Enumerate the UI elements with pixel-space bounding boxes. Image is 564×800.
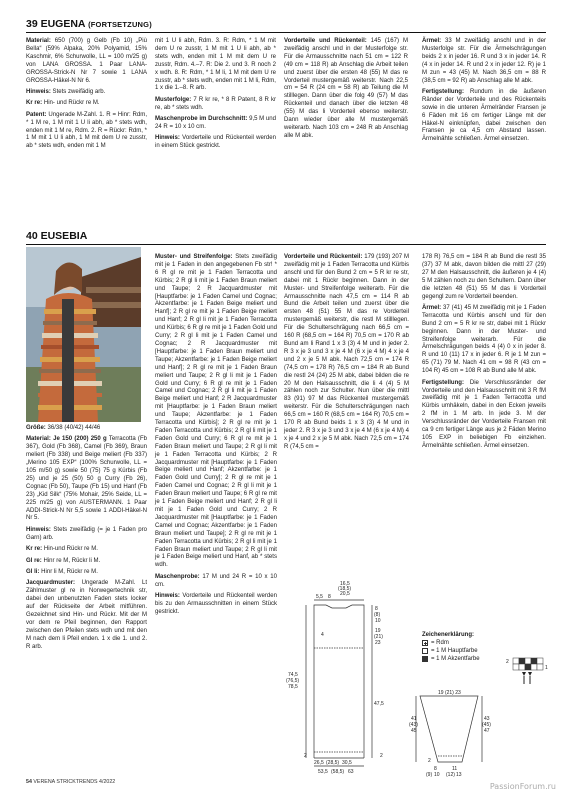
paragraph-heading: Maschenprobe: — [155, 573, 200, 580]
paragraph-heading: Kr re: — [26, 546, 43, 553]
body-bottom-label-2: (28,5) — [326, 760, 340, 766]
body-bottom-label-1: 26,5 — [314, 760, 324, 766]
body-right-label-4: 19 — [375, 628, 381, 634]
paragraph-text: mit 1 U li abh, Rdm. 3. R: Rdm, * 1 M mit dem U re zusstr, 1 M mit 1 U li abh, ab * stets wdh, enden mit 1 M mit dem U re zusstr, Rdm. 4.–7. R: Die 2. und 3. R noch 2 x wdh. 8. R: Rdm, * 1 M li, 1 M mit dem U re zusstr, ab * stets wdh, enden mit 1 M li, Rdm, 1 x die 1.–8. R arb. — [155, 38, 276, 92]
sleeve-left-label-2: (43) — [409, 722, 418, 728]
body-left-label-2: (76,5) — [286, 678, 300, 684]
paragraph-heading: Material: Je 150 (200) 250 g — [26, 436, 107, 443]
paragraph-text: Ungerade M-Zahl. 1. R = Hinr: Rdm, * 1 M re, 1 M mit 1 U li abh, ab * stets wdh, enden mit 1 M re, Rdm. 2. R = Rückr: Rdm, * 1 M mit 1 U li abh, 1 M mit dem U re zusstr, ab * stets wdh, enden mit 1 M — [26, 111, 147, 150]
sleeve-bottom-label-3: 10 — [434, 772, 440, 778]
sleeve-left-label-1: 41 — [411, 716, 417, 722]
paragraph — [155, 38, 276, 93]
model-photo — [26, 247, 141, 422]
repeat-end-arrow-shaft — [530, 676, 531, 684]
paragraph — [155, 593, 277, 617]
rdm-symbol-icon — [422, 640, 428, 646]
paragraph — [26, 580, 147, 651]
body-top-label-1: 5,5 — [316, 594, 323, 600]
body-top-label-5: 20,5 — [340, 591, 350, 597]
body-right-label-2: (8) — [374, 612, 381, 618]
sleeve-schematic — [409, 690, 492, 780]
paragraph-text: Hin- und Rückr re M. — [42, 100, 100, 107]
paragraph — [155, 574, 277, 590]
sleeve-bottom-label-5: (12) — [446, 772, 455, 778]
paragraph-heading: Hinweis: — [155, 135, 180, 142]
body-right-label-3: 10 — [375, 618, 381, 624]
page-footer — [26, 779, 115, 785]
paragraph-heading: Fertigstellung: — [422, 379, 464, 386]
body-right-label-7: 47,5 — [374, 701, 384, 707]
paragraph-text: Die Verschlussränder der Vorderteile und den Halsausschnitt mit 3 R fM zweifädig mit je 1 Faden Terracotta und Kürbis umhäkeln, dabei in den Ecken jeweils 2 fM in 1 M arb. In jede 3. M der Verschlussränder der Vorderteile Fransen mit ca 9 cm fertiger Länge aus je 2 Fäden Merino 105 EXP in beliebigen Fb einziehen. Ärmelnähte schließen. Ärmel einsetzen. — [422, 379, 546, 449]
jacquard-chart — [505, 656, 555, 692]
watermark: PassionForum.ru — [489, 782, 556, 791]
legend-title: Zeichenerklärung: — [422, 632, 475, 638]
chart-row-label-1: 1 — [545, 665, 548, 671]
section-39-title: 39 EUGENA — [26, 18, 86, 30]
paragraph — [155, 97, 276, 113]
paragraph-heading: Vorderteile und Rückenteil: — [284, 38, 367, 44]
section-39-heading — [26, 18, 152, 30]
paragraph — [155, 135, 276, 151]
paragraph-heading: Hinweis: — [155, 593, 180, 600]
body-bottom-label-4: 53,5 — [318, 769, 328, 775]
section-40-column-4 — [422, 254, 546, 554]
paragraph — [26, 546, 147, 554]
paragraph-heading: Ärmel: — [422, 304, 442, 311]
paragraph-text: Hin-und Rückr re M. — [42, 546, 98, 553]
paragraph-text: 650 (700) g Gelb (Fb 10) „Più Bella“ (59% Alpaka, 20% Polyamid, 15% Kaschmir, 6% Schurwolle, LL = 100 m/25 g) von LANA GROSSA. 1 Paar LANA-GROSSA-Strick-N Nr 7 sowie 1 LANA GROSSA-Häkel-N Nr 6. — [26, 38, 147, 84]
repeat-start-arrow-shaft — [524, 676, 525, 684]
section-40-column-1 — [26, 425, 147, 775]
paragraph-heading: Musterfolge: — [155, 96, 192, 103]
paragraph-text: Ungerade M-Zahl. Lt Zählmuster gl re in Norwegertechnik str, dabei den unbenutzten Faden stets locker auf der Rückseite der Arbeit mitführen. Gezeichnet sind Hin- und Rückr. Mit der M vor dem re Pfeil beginnen, den Rapport zwischen den Pfeilen stets wdh und mit den M nach dem li Pfeil enden. 1 x die 1. und 2. R arb. — [26, 580, 147, 650]
paragraph-heading: Größe: — [26, 425, 46, 431]
paragraph-heading: Hinweis: — [26, 88, 51, 95]
paragraph — [155, 254, 277, 570]
paragraph-text: 37 (41) 45 M zweifädig mit je 1 Faden Terracotta und Kürbis anschl und für den Bund 2 cm = 5 R kr re str, dabei mit 1 Rückr beginnen. Dann in der Muster- und Streifenfolge weiterarb. Für die Ärmelschrägungen beids 4 (4) 0 x in jeder 8. R und 10 (11) 17 x in jeder 6. R je 1 M zun = 65 (71) 79 M. Nach 41 cm = 98 R (43 cm = 104 R) 45 cm = 108 R ab Bund alle M abk. — [422, 304, 546, 375]
paragraph-heading: Hinweis: — [26, 526, 51, 533]
paragraph — [26, 112, 147, 152]
sleeve-bottom-label-1: 8 — [434, 766, 437, 772]
paragraph-text: Rundum in die äußeren Ränder der Vorderteile und des Rückenteils sowie in die unteren Ärmelränder Fransen je 6 Fäden mit 16 cm fertiger Länge mit der Häkel-N einknüpfen, dabei zwischen den Fransen je ca 4,5 cm Abstand lassen. Ärmelnähte schließen. Ärmel einsetzen. — [422, 88, 546, 143]
main-color-symbol-icon — [422, 648, 428, 654]
section-40-column-2 — [155, 254, 277, 774]
body-mid-label-2: 2 — [304, 753, 307, 759]
sleeve-top-label: 19 (21) 23 — [438, 690, 461, 696]
paragraph-text: Hinr li M, Rückr re M. — [39, 569, 98, 575]
sleeve-left-label-3: 45 — [411, 728, 417, 734]
paragraph — [26, 569, 147, 577]
paragraph-text: Stets zweifädig mit je 1 Faden in den angegebenen Fb str! * 6 R gl re mit je 1 Faden Terracotta und Kürbis; 2 R gl li mit je 1 Faden Braun meliert und Taupe; 2 R Jacquardmuster mit [Hauptfarbe: je 1 Faden Camel und Cognac; Akzentfarbe: je 1 Faden Beige meliert und Hanf]; 2 R gl re mit je 1 Faden Beige meliert und Hanf; 2 R gl li mit je 1 Faden Terracotta und Kürbis; 6 R gl re mit je 1 Faden Gold und Curry; 2 R gl li mit je 1 Faden Camel und Cognac; 2 R Jacquardmuster mit [Hauptfarbe: je 1 Faden Braun meliert und Taupe; Akzentfarbe: je 1 Faden Beige meliert und Hanf]; 2 R gl re mit je 1 Faden Braun meliert und Taupe; 2 R gl li mit je 1 Faden Gold und Curry; 6 R gl re mit je 1 Faden Camel und Cognac; 2 R gl li mit je 1 Faden Beige meliert und Hanf; 2 R Jacquardmuster mit [Hauptfarbe: je 1 Faden Braun meliert und Taupe; Akzentfarbe: je 1 Faden Terracotta und Kürbis]; 2 R gl re mit je 1 Faden Terracotta und Kürbis; 2 R gl li mit je 1 Faden Gold und Curry; 6 R gl re mit je 1 Faden Braun meliert und Taupe; 2 R gl li mit je 1 Faden Terracotta und Kürbis; 2 R Jacquardmuster mit [Hauptfarbe: je 1 Faden Beige meliert und Hanf; Akzentfarbe: je 1 Faden Gold und Curry]; 2 R gl re mit je 1 Faden Camel und Cognac; 2 R gl li mit je 1 Faden Braun meliert und Taupe; 6 R gl re mit je 1 Faden Beige meliert und Hanf; 2 R gl li mit je 1 Faden Gold und Curry; 2 R Jacquardmuster mit [Hauptfarbe: je 1 Faden Camel und Cognac; Akzentfarbe: je 1 Faden Braun meliert und Taupe]; 2 R gl re mit je 1 Faden Terracotta und Kürbis; 2 R gl li mit je 1 Faden Braun meliert und Taupe; 2 R gl li mit je 1 Faden Beige meliert und Hanf, ab * stets wdh. — [155, 254, 277, 569]
body-schematic — [284, 580, 414, 775]
body-bottom-label-3: 30,5 — [342, 760, 352, 766]
section-39-column-1 — [26, 38, 147, 238]
paragraph-heading: Gl re: — [26, 557, 42, 564]
sleeve-right-label-2: (45) — [482, 722, 491, 728]
paragraph-heading: Maschenprobe im Durchschnitt: — [155, 116, 248, 123]
paragraph-text: 36/38 (40/42) 44/46 — [45, 425, 101, 431]
magazine-name: VERENA STRICKTRENDS 4/2022 — [33, 779, 116, 785]
body-bottom-label-5: (58,5) — [331, 769, 345, 775]
paragraph-text: Stets zweifädig (= je 1 Faden pro Garn) arb. — [26, 526, 147, 541]
paragraph — [422, 38, 546, 85]
paragraph-text: 9,5 M und 24 R = 10 x 10 cm. — [155, 116, 276, 131]
paragraph-text: Vorderteile und Rückenteil werden in einem Stück gestrickt. — [155, 135, 276, 150]
chart-row-label-2: 2 — [506, 659, 509, 665]
paragraph-text: 7 R kr re, * 8 R Patent, 8 R kr re, ab * stets wdh. — [155, 96, 276, 111]
paragraph — [26, 100, 147, 108]
sleeve-bottom-label-2: (9) — [426, 772, 433, 778]
repeat-start-arrow-icon — [522, 672, 526, 676]
sleeve-bottom-label-6: 13 — [456, 772, 462, 778]
section-39-rule — [26, 32, 546, 33]
body-top-label-4: (18,5) — [338, 586, 352, 592]
paragraph-heading: Material: — [26, 38, 51, 44]
paragraph-text: 17 M und 24 R = 10 x 10 cm. — [155, 573, 277, 588]
paragraph-text: 145 (167) M zweifädig anschl und in der Musterfolge str. Für die Armausschnitte nach 51 cm = 122 R (49 cm = 118 R) ab Anschlag die Arbeit teilen und zuerst über die ersten 48 (55) M das re Vorderteil mustergemäß weiterstr. Nach 22,5 cm = 54 R (24 cm = 58 R) ab Teilung die M stilllegen. Dann über die folg 49 (57) M das Rückenteil und danach über die letzten 48 (55) M das li Vorderteil ebenso weiterstr. Dann wieder über alle M mustergemäß weiterarb. Nach 103 cm = 248 R ab Anschlag alle M abk. — [284, 38, 408, 139]
body-left-label-1: 74,5 — [288, 672, 298, 678]
paragraph — [422, 89, 546, 144]
paragraph-text: Hinr re M, Rückr li M. — [41, 557, 101, 564]
sleeve-mark-label: 2 — [428, 758, 431, 764]
legend-label-rdm: = Rdm — [431, 640, 449, 646]
model-photo-illustration — [26, 247, 141, 422]
paragraph — [422, 254, 546, 301]
section-40-rule — [26, 244, 546, 245]
legend-label-accent-color: = 1 M Akzentfarbe — [431, 656, 480, 662]
section-39-column-2 — [155, 38, 276, 238]
paragraph — [26, 436, 147, 523]
paragraph-heading: Jacquardmuster: — [26, 580, 76, 587]
section-39-column-4 — [422, 38, 546, 238]
paragraph-heading: Gl li: — [26, 569, 40, 575]
paragraph — [26, 89, 147, 97]
paragraph — [422, 380, 546, 451]
section-40-column-3 — [284, 254, 409, 579]
sleeve-right-label-1: 43 — [484, 716, 490, 722]
paragraph-heading: Kr re: — [26, 100, 43, 107]
section-40-heading — [26, 230, 87, 242]
repeat-end-arrow-icon — [528, 672, 532, 676]
paragraph-heading: Vorderteile und Rückenteil: — [284, 254, 363, 260]
paragraph — [422, 305, 546, 376]
paragraph-heading: Fertigstellung: — [422, 88, 464, 95]
paragraph-heading: Ärmel: — [422, 38, 442, 44]
legend-label-main-color: = 1 M Hauptfarbe — [431, 648, 478, 654]
body-left-label-3: 78,5 — [288, 684, 298, 690]
body-mid-label-1: 4 — [321, 632, 324, 638]
section-40-title: 40 EUSEBIA — [26, 230, 88, 242]
paragraph-text: 33 M zweifädig anschl und in der Musterfolge str. Für die Ärmelschrägungen beids 2 x in jeder 16. R und 3 x in jeder 14. R (4 x in jeder 14. R und 2 x in jeder 12. R) je 1 M zun = 43 (45) M. Nach 36,5 cm = 88 R (38,5 cm = 92 R) ab Anschlag alle M abk. — [422, 38, 546, 84]
body-right-label-8: 2 — [380, 753, 383, 759]
body-top-label-2: 8 — [328, 594, 331, 600]
paragraph-text: Terracotta (Fb 367), Gold (Fb 368), Camel (Fb 369), Braun meliert (Fb 338) und Beige meliert (Fb 337) „Merino 105 EXP“ (100% Schurwolle, LL = 105 m/50 g) sowie 50 (75) 75 g Kürbis (Fb 25) und je 25 (50) 50 g Curry (Fb 26), Cognac (Fb 50), Taupe (Fb 15) und Hanf (Fb 23) „Kid Silk“ (75% Mohair, 25% Seide, LL = 225 m/25 g) von AUSTERMANN. 1 Paar ADDI-Strick-N Nr 5,5 sowie 1 ADDI-Häkel-N Nr 5. — [26, 436, 147, 522]
paragraph — [26, 38, 147, 85]
body-top-label-3: 16,5 — [340, 581, 350, 587]
legend-item-main-color — [422, 647, 552, 655]
paragraph-text: 179 (193) 207 M zweifädig mit je 1 Faden Terracotta und Kürbis anschl und für den Bund 2 cm = 5 R kr re str, dabei mit 1 Rückr beginnen. Dann in der Muster- und Streifenfolge weiterarb. Für die Armausschnitte nach 47,5 cm = 114 R ab Bund die Arbeit teilen und zuerst über die ersten 48 (51) 55 M das re Vorderteil mustergemäß weiterstr, die restl M stilllegen. Für die Schulterschrägung nach 66,5 cm = 160 R (68,5 cm = 164 R) 70,5 cm = 170 R ab Bund am li Rand 1 x 3 (3) 4 M und in jeder 2. R 3 x je 3 und 3 x je 4 M (6 x je 4 M) 4 x je 4 und 2 x je 5 M abk. Nach 72,5 cm = 174 R (74,5 cm = 178 R) 76,5 cm = 184 R ab Bund die restl 24 (24) 25 M abk, dabei bilden die re 20 M den Halsausschnitt, die li 4 (4) 5 M zählen noch zur Schulter. Nun über die mittl 83 (91) 97 M das Rückenteil mustergemäß weiterstr. Für die Schulterschrägungen nach 66,5 cm = 160 R (68,5 cm = 164 R) 70,5 cm = 170 R ab Bund beids 1 x 3 (3) 4 M und in jeder 2. R 3 x je 3 und 3 x je 4 M (6 x je 4 M) 4 x je 4 und 2 x je 5 M abk. Nach 72,5 cm = 174 R (74,5 cm = — [284, 254, 409, 450]
body-right-label-1: 8 — [375, 606, 378, 612]
section-39-subtitle: (FORTSETZUNG) — [88, 20, 152, 29]
paragraph — [284, 254, 409, 452]
paragraph-heading: Patent: — [26, 111, 47, 118]
sleeve-bottom-label-4: 11 — [452, 766, 458, 772]
paragraph-text: Vorderteile und Rückenteil werden bis zu den Armausschnitten in einem Stück gestrickt. — [155, 593, 277, 615]
paragraph — [26, 425, 147, 433]
body-bottom-label-6: 63 — [348, 769, 354, 775]
paragraph — [155, 116, 276, 132]
paragraph-text: Stets zweifädig arb. — [50, 88, 106, 95]
legend-item-rdm — [422, 639, 552, 647]
sleeve-right-label-3: 47 — [484, 728, 490, 734]
paragraph — [284, 38, 408, 141]
paragraph-text: 178 R) 76,5 cm = 184 R ab Bund die restl 35 (37) 37 M abk, davon bilden die mittl 27 (29) 27 M den Halsausschnitt, die äußeren je 4 (4) 5 M zählen noch zu den Schultern. Dann über die letzten 48 (51) 55 M das li Vorderteil gegengl zum re Vorderteil beenden. — [422, 254, 546, 300]
paragraph-heading: Muster- und Streifenfolge: — [155, 254, 233, 260]
page-number: 54 — [26, 779, 32, 785]
section-39-column-3 — [284, 38, 408, 238]
accent-color-symbol-icon — [422, 656, 428, 662]
body-right-label-5: (21) — [374, 634, 383, 640]
paragraph — [26, 527, 147, 543]
paragraph — [26, 558, 147, 566]
body-right-label-6: 23 — [375, 640, 381, 646]
